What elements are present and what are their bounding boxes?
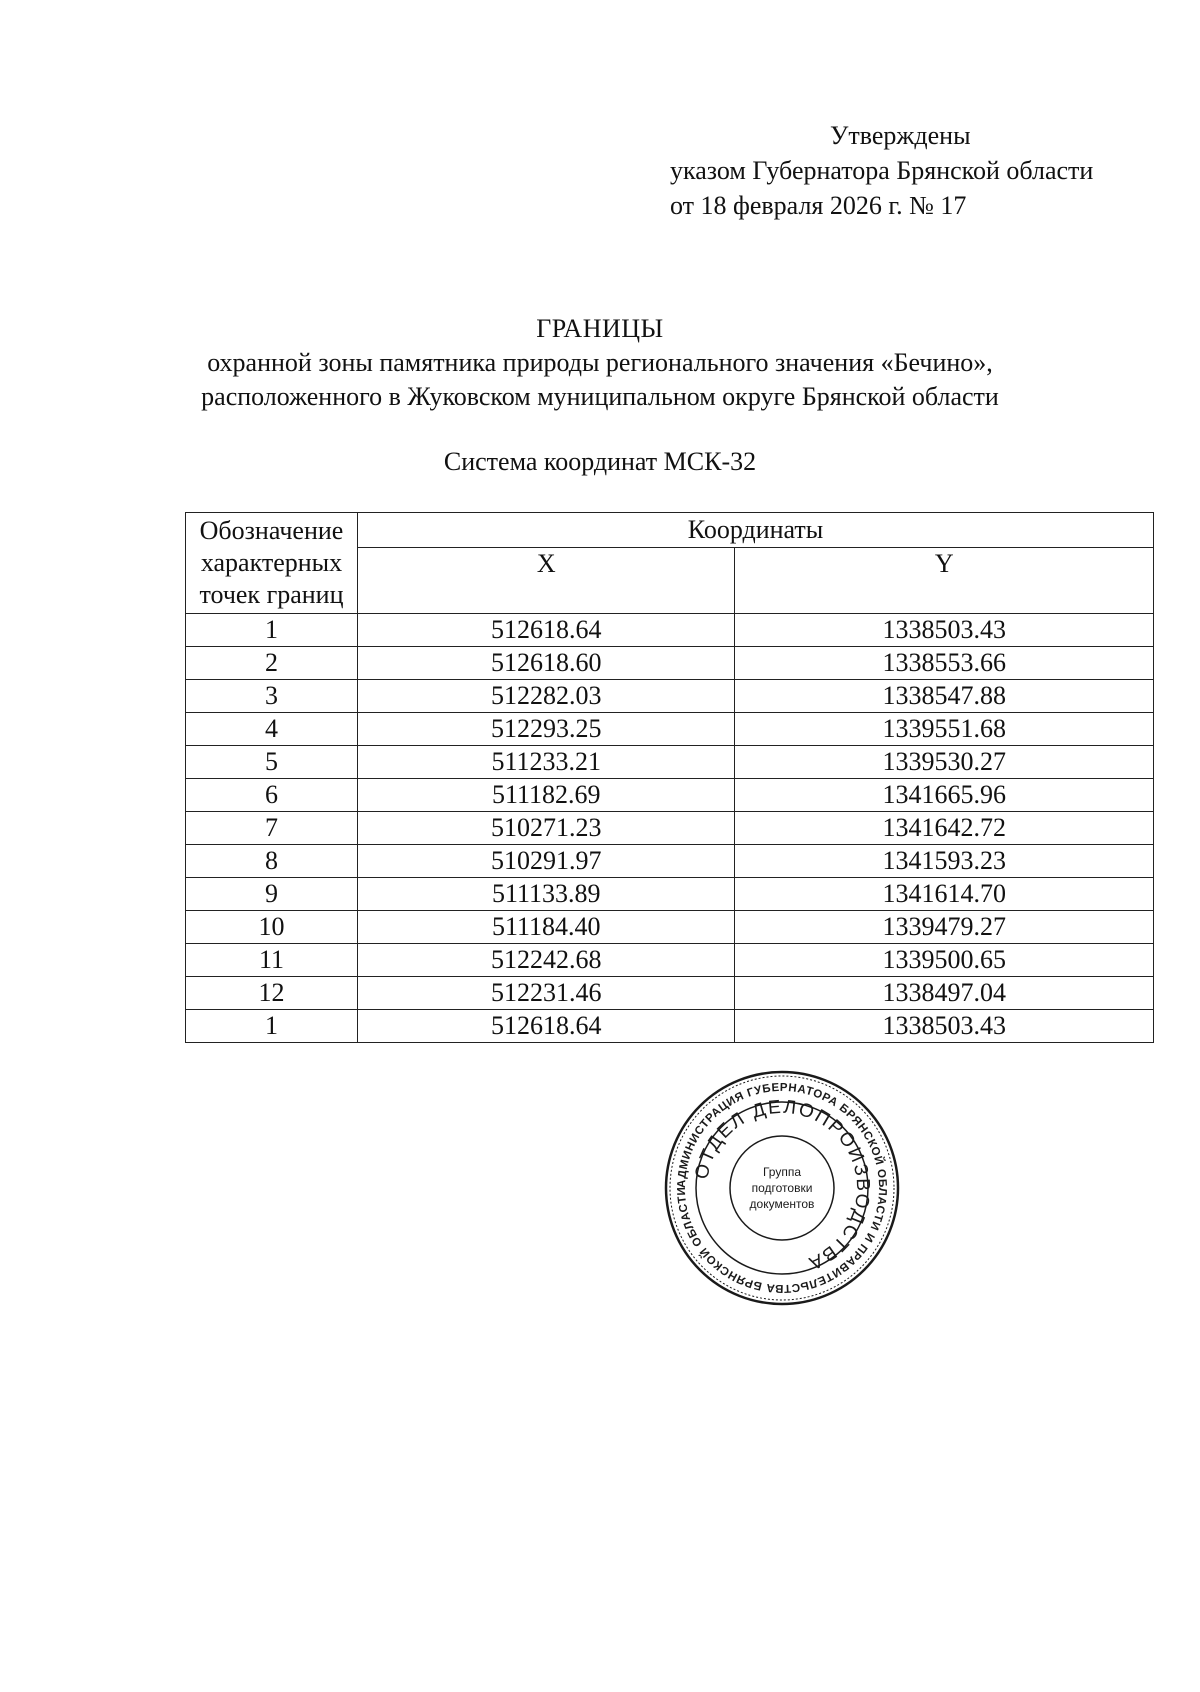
cell-point: 8 [186, 845, 358, 878]
document-title-block [0, 312, 1200, 414]
seal-center-line2: подготовки [751, 1181, 813, 1195]
approval-date-number: от 18 февраля 2026 г. № 17 [670, 191, 967, 220]
cell-point: 11 [186, 944, 358, 977]
cell-y: 1339530.27 [735, 746, 1154, 779]
official-seal [662, 1068, 902, 1308]
table-row [186, 911, 1154, 944]
cell-point: 3 [186, 680, 358, 713]
table-row [186, 845, 1154, 878]
table-row [186, 878, 1154, 911]
cell-y: 1339479.27 [735, 911, 1154, 944]
approval-decree: указом Губернатора Брянской области [670, 156, 1094, 185]
approval-block [670, 118, 1093, 223]
cell-y: 1338497.04 [735, 977, 1154, 1010]
approval-heading: Утверждены [830, 121, 971, 150]
cell-point: 4 [186, 713, 358, 746]
table-body [186, 614, 1154, 1043]
cell-x: 512618.60 [358, 647, 735, 680]
table-row [186, 977, 1154, 1010]
cell-y: 1341642.72 [735, 812, 1154, 845]
cell-x: 510291.97 [358, 845, 735, 878]
cell-y: 1338553.66 [735, 647, 1154, 680]
cell-x: 511184.40 [358, 911, 735, 944]
cell-point: 1 [186, 1010, 358, 1043]
table-row [186, 944, 1154, 977]
cell-x: 512293.25 [358, 713, 735, 746]
cell-point: 2 [186, 647, 358, 680]
cell-y: 1338503.43 [735, 1010, 1154, 1043]
cell-y: 1339551.68 [735, 713, 1154, 746]
seal-center-line3: документов [749, 1197, 815, 1211]
cell-y: 1341593.23 [735, 845, 1154, 878]
cell-y: 1341614.70 [735, 878, 1154, 911]
table-row [186, 647, 1154, 680]
cell-point: 9 [186, 878, 358, 911]
cell-x: 511233.21 [358, 746, 735, 779]
header-point-label: Обозначение характерных точек границ [186, 513, 358, 614]
cell-x: 512618.64 [358, 1010, 735, 1043]
seal-center-line1: Группа [762, 1165, 802, 1179]
cell-x: 512231.46 [358, 977, 735, 1010]
cell-x: 511133.89 [358, 878, 735, 911]
cell-y: 1341665.96 [735, 779, 1154, 812]
cell-point: 7 [186, 812, 358, 845]
table-row [186, 680, 1154, 713]
cell-x: 512242.68 [358, 944, 735, 977]
cell-x: 512282.03 [358, 680, 735, 713]
table-row [186, 713, 1154, 746]
table-row [186, 1010, 1154, 1043]
header-x: X [358, 548, 735, 614]
cell-x: 511182.69 [358, 779, 735, 812]
seal-outer-text: АДМИНИСТРАЦИЯ ГУБЕРНАТОРА БРЯНСКОЙ ОБЛАСТИ И ПРАВИТЕЛЬСТВА БРЯНСКОЙ ОБЛАСТИ [675, 1081, 889, 1295]
cell-y: 1338547.88 [735, 680, 1154, 713]
table-row [186, 812, 1154, 845]
document-subtitle-line2: расположенного в Жуковском муниципальном округе Брянской области [201, 382, 999, 411]
seal-graphic [662, 1068, 902, 1308]
table-row [186, 779, 1154, 812]
document-title: ГРАНИЦЫ [536, 314, 664, 343]
coordinate-system-label: Система координат МСК-32 [443, 447, 757, 476]
cell-point: 1 [186, 614, 358, 647]
cell-y: 1339500.65 [735, 944, 1154, 977]
cell-x: 512618.64 [358, 614, 735, 647]
seal-middle-text: ОТДЕЛ ДЕЛОПРОИЗВОДСТВА [691, 1096, 874, 1274]
cell-y: 1338503.43 [735, 614, 1154, 647]
cell-point: 6 [186, 779, 358, 812]
header-y: Y [735, 548, 1154, 614]
table-row [186, 746, 1154, 779]
cell-point: 5 [186, 746, 358, 779]
cell-point: 12 [186, 977, 358, 1010]
table-row [186, 614, 1154, 647]
header-coordinates: Координаты [358, 513, 1154, 548]
cell-x: 510271.23 [358, 812, 735, 845]
document-subtitle-line1: охранной зоны памятника природы регионального значения «Бечино», [207, 348, 993, 377]
cell-point: 10 [186, 911, 358, 944]
coordinates-table [185, 512, 1154, 1043]
